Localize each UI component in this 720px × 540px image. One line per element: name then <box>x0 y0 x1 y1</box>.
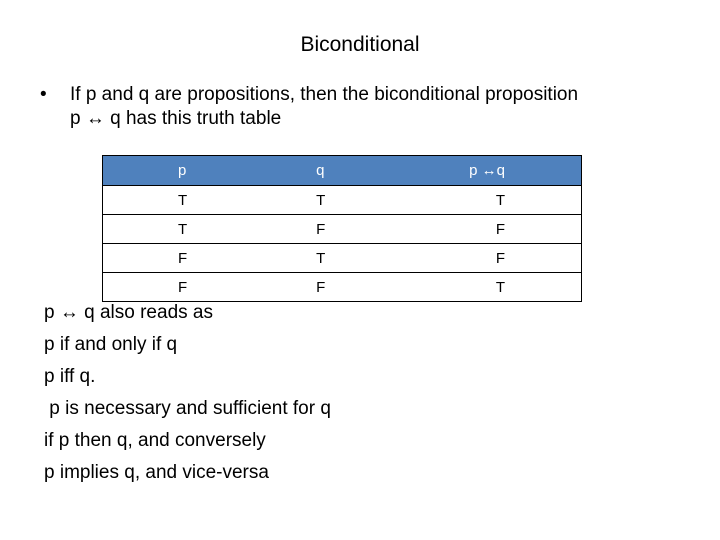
cell-p-iff-q: T <box>422 273 582 302</box>
cell-p: T <box>103 215 263 244</box>
notes-block <box>44 297 331 489</box>
table-row <box>103 215 582 244</box>
table-row <box>103 244 582 273</box>
header-p: p <box>103 156 263 186</box>
note-line: p is necessary and sufficient for q <box>44 398 331 419</box>
truth-table-header-row <box>103 156 582 186</box>
cell-p-iff-q: F <box>422 244 582 273</box>
cell-p: F <box>103 244 263 273</box>
cell-q: T <box>262 186 422 215</box>
note-line: if p then q, and conversely <box>44 430 266 451</box>
slide-title: Biconditional <box>300 33 420 56</box>
truth-table <box>102 155 582 302</box>
cell-q: F <box>262 273 422 302</box>
note-line: p implies q, and vice-versa <box>44 462 269 483</box>
cell-q: F <box>262 215 422 244</box>
cell-p-iff-q: T <box>422 186 582 215</box>
cell-p-iff-q: F <box>422 215 582 244</box>
note-line: p iff q. <box>44 366 96 387</box>
bullet-point <box>40 83 700 131</box>
bullet-line-1: If p and q are propositions, then the biconditional proposition <box>70 84 579 105</box>
bullet-line-2: p ↔ q has this truth table <box>70 108 282 129</box>
note-line: p if and only if q <box>44 334 178 355</box>
table-row <box>103 186 582 215</box>
cell-p: F <box>103 273 263 302</box>
bullet-marker: • <box>40 84 47 105</box>
header-q: q <box>262 156 422 186</box>
bullet-text <box>70 83 700 131</box>
cell-q: T <box>262 244 422 273</box>
header-p-iff-q: p ↔q <box>422 156 582 186</box>
note-line: p ↔ q also reads as <box>44 302 213 323</box>
cell-p: T <box>103 186 263 215</box>
